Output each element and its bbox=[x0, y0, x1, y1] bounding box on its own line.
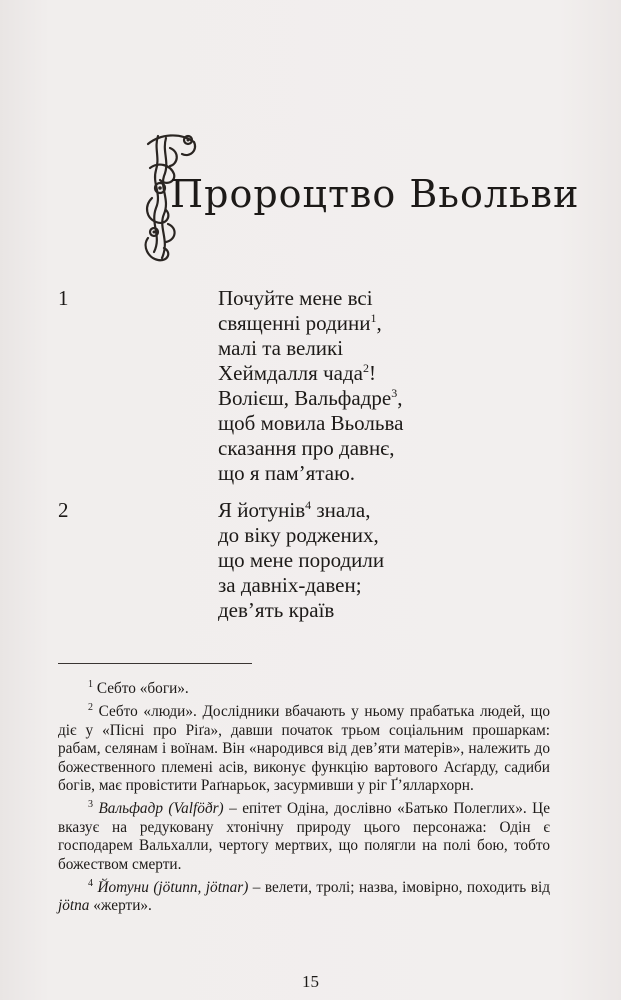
verse-text: Почуйте мене всі bbox=[218, 286, 373, 310]
footnote-number: 1 bbox=[88, 679, 93, 690]
verse-line bbox=[218, 311, 403, 336]
verse-text: священні родини bbox=[218, 311, 371, 335]
footnote-term: Вальфадр (Valföðr) bbox=[98, 800, 224, 818]
verse-text-tail: ! bbox=[368, 361, 376, 385]
stanza-number: 2 bbox=[58, 498, 69, 522]
verse-text-tail: , bbox=[376, 311, 382, 335]
verse-text: сказання про давнє, bbox=[218, 436, 395, 460]
verse-line bbox=[218, 286, 403, 311]
verse-text: щоб мовила Вьольва bbox=[218, 411, 404, 435]
verse-text: що мене породили bbox=[218, 548, 385, 572]
verse-line bbox=[218, 523, 384, 548]
verse-line bbox=[218, 461, 403, 486]
verse-text: що я пам’ятаю. bbox=[218, 461, 356, 485]
verse-text: дев’ять країв bbox=[218, 598, 335, 622]
footnote-number: 4 bbox=[88, 878, 93, 890]
verse-line bbox=[218, 573, 384, 598]
stanza-number: 1 bbox=[58, 286, 69, 310]
chapter-title: Пророцтво Вьольви bbox=[170, 172, 580, 216]
stanza-lines bbox=[218, 498, 384, 623]
verse-line bbox=[218, 411, 403, 436]
verse-text: до віку роджених, bbox=[218, 523, 379, 547]
footnote-4 bbox=[58, 879, 550, 916]
footnote-divider bbox=[58, 663, 252, 664]
footnote-3 bbox=[58, 800, 550, 874]
footnote-marker[interactable]: 3 bbox=[391, 386, 398, 400]
verse-text: Хеймдалля чада bbox=[218, 361, 363, 385]
verse-line bbox=[218, 598, 384, 623]
footnote-text: Себто «боги». bbox=[93, 680, 189, 697]
footnote-2 bbox=[58, 703, 550, 795]
stanza-lines bbox=[218, 286, 403, 486]
verse-text-tail: знала, bbox=[311, 498, 371, 522]
chapter-heading bbox=[140, 128, 580, 268]
footnote-text: – велети, тролі; назва, імовірно, походить від bbox=[248, 879, 550, 897]
footnote-1 bbox=[58, 680, 550, 698]
footnote-term: jötna bbox=[58, 897, 90, 915]
verse-text: Я йотунів bbox=[218, 498, 306, 522]
footnote-marker[interactable]: 2 bbox=[362, 361, 369, 375]
footnote-number: 2 bbox=[88, 702, 93, 714]
verse-text-tail: , bbox=[397, 386, 403, 410]
footnote-number: 3 bbox=[88, 799, 93, 811]
verse-line bbox=[218, 498, 384, 523]
footnote-text: «жерти». bbox=[89, 897, 152, 915]
verse-line bbox=[218, 361, 403, 386]
verse-line bbox=[218, 436, 403, 461]
footnotes bbox=[58, 680, 550, 921]
verse-text: за давніх-давен; bbox=[218, 573, 362, 597]
verse-line bbox=[218, 336, 403, 361]
footnote-text: – епітет Одіна, дослівно «Батько Полеглих». Це вказує на редуковану хтонічну природу цього персонажа: Одін є господарем Вальхалли, чертогу мертвих, що полягли на полі бою, тобто божеством смерти. bbox=[58, 800, 550, 873]
footnote-term: Йотуни (jötunn, jötnar) bbox=[97, 879, 249, 897]
footnote-text: Себто «люди». Дослідники вбачають у ньому прабатька людей, що діє у «Пісні про Ріґа», давши початок трьом соціальним прошаркам: рабам, селянам і воїнам. Він «народився від дев’яти матерів», належить до божественного племені асів, виконує функцію вартового Асґарду, садиби богів, має провістити Раґнарьок, засурмивши у ріг Ґ’яллархорн. bbox=[58, 703, 550, 795]
verse-text: Волієш, Вальфадре bbox=[218, 386, 392, 410]
page-number: 15 bbox=[302, 972, 319, 991]
verse-text: малі та великі bbox=[218, 336, 344, 360]
footnote-marker[interactable]: 1 bbox=[370, 311, 377, 325]
verse-line bbox=[218, 386, 403, 411]
verse-line bbox=[218, 548, 384, 573]
footnote-marker[interactable]: 4 bbox=[305, 498, 312, 512]
